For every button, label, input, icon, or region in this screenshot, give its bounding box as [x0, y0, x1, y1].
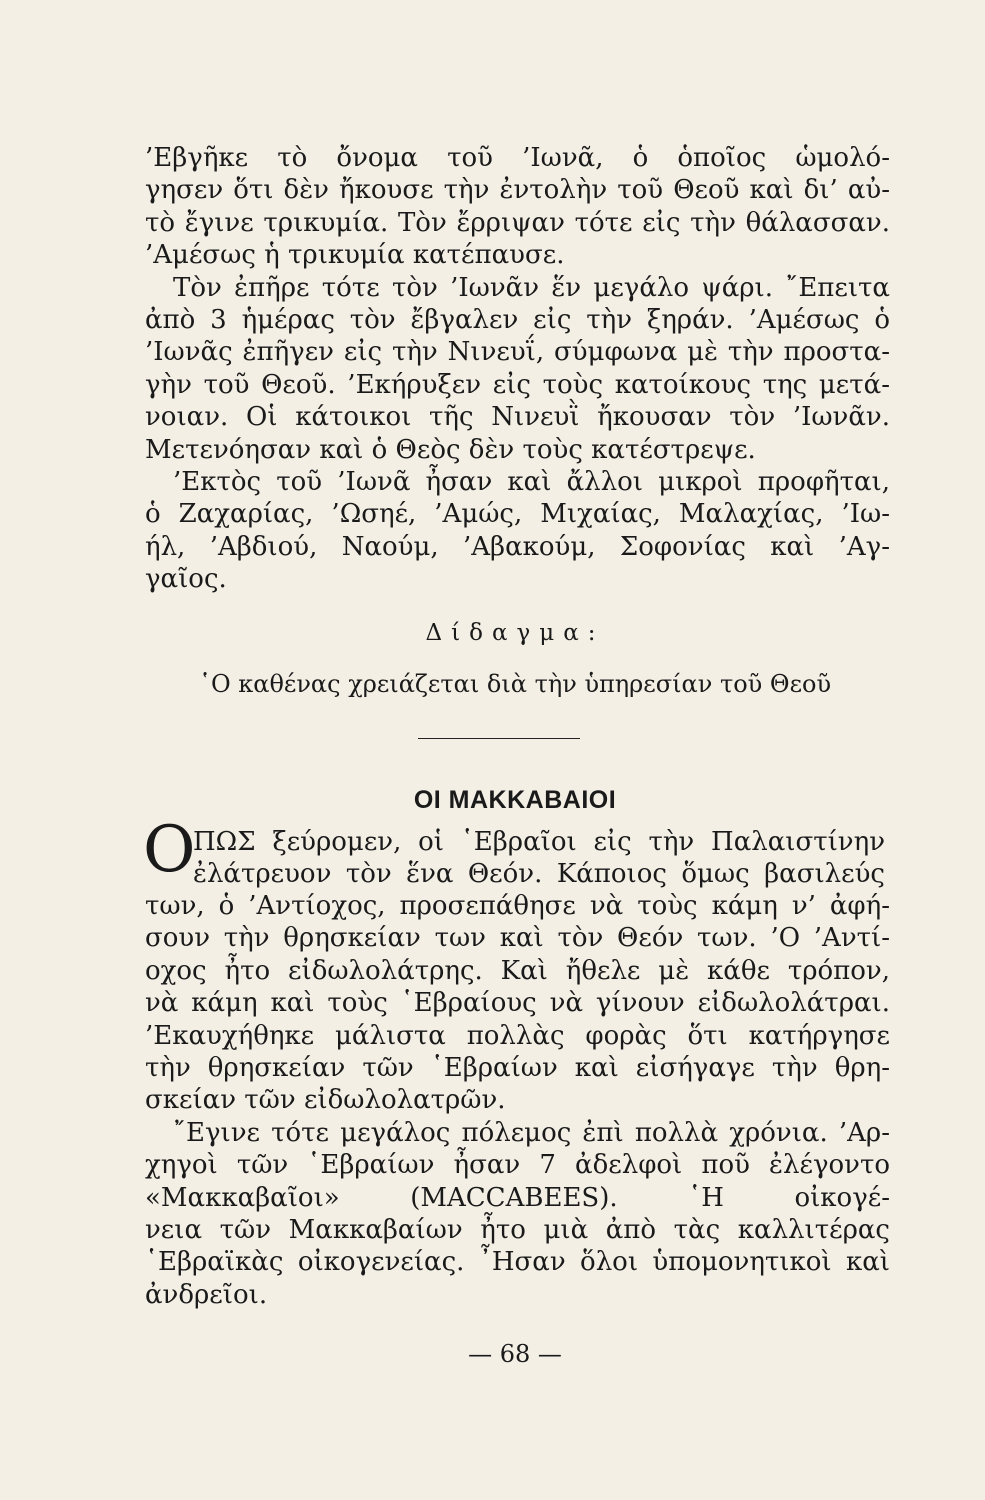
text-line: σκείαν τῶν εἰδωλολατρῶν. — [145, 1085, 506, 1116]
text-line: οχος ἦτο εἰδωλολάτρης. Καὶ ἤθελε μὲ κάθε τρόπον, — [145, 955, 890, 986]
maccabees-paragraphs — [145, 890, 890, 1311]
text-line: τὸ ἔγινε τρικυμία. Τὸν ἔρριψαν τότε εἰς τὴν θάλασσαν. — [145, 207, 890, 238]
text-line: ’Εβγῆκε τὸ ὄνομα τοῦ ’Ιωνᾶ, ὁ ὁποῖος ὡμολό- — [145, 143, 890, 173]
text-line: ήλ, ’Αβδιού, Ναούμ, ’Αβακούμ, Σοφονίας καὶ ’Αγ- — [145, 531, 890, 562]
text-line: ’Αμέσως ἡ τρικυμία κατέπαυσε. — [145, 240, 565, 271]
text-line: ἀνδρεῖοι. — [145, 1279, 268, 1310]
text-line: γὴν τοῦ Θεοῦ. ’Εκήρυξεν εἰς τοὺς κατοίκους της μετά- — [145, 369, 890, 400]
text-line: χηγοὶ τῶν ῾Εβραίων ἦσαν 7 ἀδελφοὶ ποῦ ἐλέγοντο — [145, 1150, 890, 1181]
text-line: ἀπὸ 3 ἡμέρας τὸν ἔβγαλεν εἰς τὴν ξηράν. ’Αμέσως ὁ — [145, 304, 890, 335]
text-line: ΠΩΣ ξεύρομεν, οἱ ῾Εβραῖοι εἰς τὴν Παλαιστίνην — [193, 827, 885, 857]
text-line: Τὸν ἐπῆρε τότε τὸν ’Ιωνᾶν ἕν μεγάλο ψάρι. ῎Επειτα — [173, 272, 890, 303]
text-line: ὁ Ζαχαρίας, ’Ωσηέ, ’Αμώς, Μιχαίας, Μαλαχίας, ’Ιω- — [145, 499, 890, 530]
text-line: νεια τῶν Μακκαβαίων ἦτο μιὰ ἀπὸ τὰς καλλιτέρας — [145, 1214, 890, 1245]
text-line: Μετενόησαν καὶ ὁ Θεὸς δὲν τοὺς κατέστρεψε. — [145, 434, 756, 465]
dropcap-lines — [193, 826, 885, 891]
text-line: τὴν θρησκείαν τῶν ῾Εβραίων καὶ εἰσήγαγε τὴν θρη- — [145, 1052, 890, 1083]
text-line: ’Εκτὸς τοῦ ’Ιωνᾶ ἦσαν καὶ ἄλλοι μικροὶ προφῆται, — [173, 466, 890, 497]
text-line: «Μακκαβαῖοι» (MACCABEES). ῾Η οἰκογέ- — [145, 1182, 890, 1213]
section-divider — [418, 738, 580, 739]
drop-cap: Ο — [143, 813, 196, 887]
text-line: των, ὁ ’Αντίοχος, προσεπάθησε νὰ τοὺς κάμη ν’ ἀφή- — [145, 891, 890, 921]
lesson-label: Δίδαγμα: — [425, 620, 605, 646]
section-heading: ΟΙ ΜΑΚΚΑΒΑΙΟΙ — [413, 786, 617, 814]
text-line: νὰ κάμη καὶ τοὺς ῾Εβραίους νὰ γίνουν εἰδωλολάτραι. — [145, 988, 890, 1019]
text-line: ’Εκαυχήθηκε μάλιστα πολλὰς φορὰς ὅτι κατήργησε — [145, 1020, 890, 1051]
text-line: ’Ιωνᾶς ἐπῆγεν εἰς τὴν Νινευΐ, σύμφωνα μὲ τὴν προστα- — [145, 337, 890, 368]
text-line: ῎Εγινε τότε μεγάλος πόλεμος ἐπὶ πολλὰ χρόνια. ’Αρ- — [173, 1117, 890, 1148]
text-line: γησεν ὅτι δὲν ἤκουσε τὴν ἐντολὴν τοῦ Θεοῦ καὶ δι’ αὐ- — [145, 175, 890, 206]
jonah-paragraphs — [145, 142, 890, 595]
text-line: ἐλάτρευον τὸν ἕνα Θεόν. Κάποιος ὅμως βασιλεύς — [193, 859, 885, 890]
lesson-text: ῾Ο καθένας χρειάζεται διὰ τὴν ὑπηρεσίαν τοῦ Θεοῦ — [198, 670, 832, 698]
text-line: σουν τὴν θρησκείαν των καὶ τὸν Θεόν των. ’Ο ’Αντί- — [145, 923, 890, 954]
text-line: γαῖος. — [145, 564, 227, 595]
text-line: νοιαν. Οἱ κάτοικοι τῆς Νινευῒ ἤκουσαν τὸν ’Ιωνᾶν. — [145, 402, 890, 433]
text-line: ῾Εβραϊκὰς οἰκογενείας. ῏Ησαν ὅλοι ὑπομονητικοὶ καὶ — [145, 1247, 890, 1278]
page-number: — 68 — — [468, 1340, 562, 1368]
